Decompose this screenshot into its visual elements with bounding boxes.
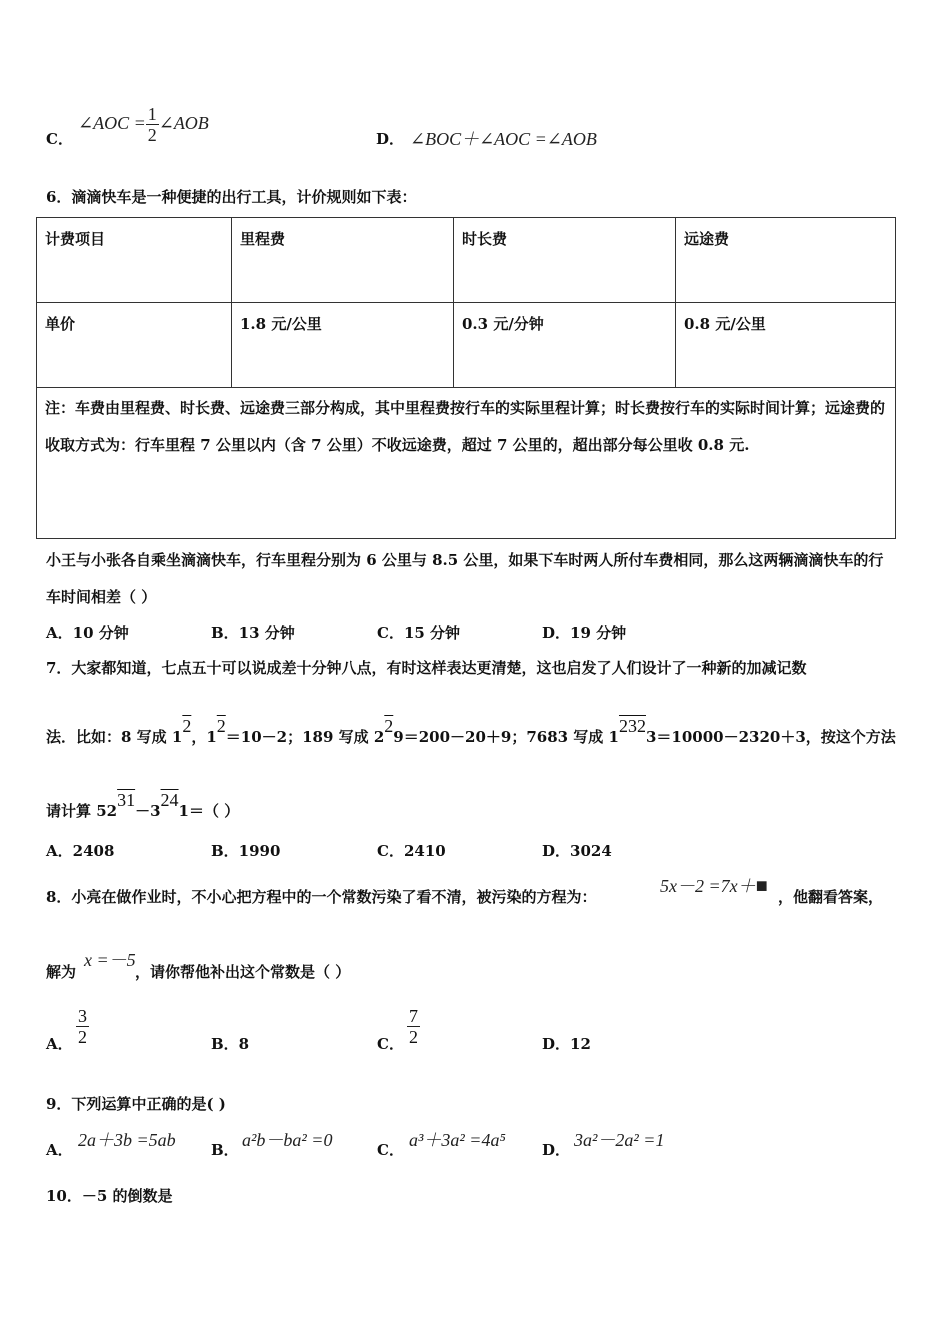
q6-stem: 6．滴滴快车是一种便捷的出行工具，计价规则如下表：: [46, 188, 417, 206]
q8-solution: x =－5: [84, 950, 136, 970]
q8-option-d: D．12: [542, 1035, 591, 1053]
q7-l3-text: －3: [135, 802, 161, 820]
q9-option-a-label: A．: [46, 1141, 73, 1159]
q7-overline-digit: 232: [618, 716, 646, 736]
q8-option-b: B．8: [211, 1035, 250, 1053]
q10-stem: 10．－5 的倒数是: [46, 1187, 173, 1205]
q7-line-3: [46, 780, 239, 831]
fee-table-header-cell: 计费项目: [37, 218, 232, 303]
q7-l3-text: 1＝（ ）: [178, 802, 240, 820]
q6-option-c: C．15 分钟: [377, 624, 461, 642]
q8-option-a-label: A．: [46, 1035, 73, 1053]
q8-option-a-fraction: [76, 1006, 89, 1047]
q8-c-denominator: 2: [409, 1027, 418, 1047]
q6-question: 小王与小张各自乘坐滴滴快车，行车里程分别为 6 公里与 8.5 公里，如果下车时两人所付车费相同，那么这两辆滴滴快车的行车时间相差（ ）: [46, 551, 884, 606]
fee-table-cell: 单价: [37, 303, 232, 388]
q8-line-1: 8．小亮在做作业时，不小心把方程中的一个常数污染了看不清，被污染的方程为：: [46, 888, 597, 906]
q8-a-denominator: 2: [78, 1027, 87, 1047]
q5-option-c-label: C．: [46, 130, 73, 148]
q9-stem: 9．下列运算中正确的是( ): [46, 1095, 226, 1113]
q8-option-c-label: C．: [377, 1035, 404, 1053]
q6-option-a: A．10 分钟: [46, 624, 129, 642]
fee-table-note-row: [37, 388, 896, 539]
q7-l2-text: ＝10－2；189 写成 2: [225, 728, 385, 746]
q6-option-d: D．19 分钟: [542, 624, 627, 642]
q9-option-c-label: C．: [377, 1141, 404, 1159]
q9-option-b-expression: a²b－ba² =0: [242, 1130, 333, 1150]
q8-line-2-end: ，请你帮他补出这个常数是（ ）: [135, 963, 351, 981]
q7-overline-digit: 2: [182, 716, 192, 736]
q5-c-right: ∠AOB: [158, 113, 209, 133]
q7-l2-text: 法．比如：8 写成 1: [46, 728, 183, 746]
q7-overline-digit: 24: [160, 790, 179, 810]
q8-c-numerator: 7: [409, 1006, 418, 1026]
ink-blot-icon: ■: [755, 875, 768, 897]
q7-line-2: [46, 706, 896, 757]
q7-overline-digit: 2: [384, 716, 394, 736]
q8-line-2-start: 解为: [46, 963, 77, 981]
q8-option-c-fraction: [407, 1006, 420, 1047]
q5-c-left: ∠AOC =: [78, 113, 146, 133]
q7-line-1: 7．大家都知道，七点五十可以说成差十分钟八点，有时这样表达更清楚，这也启发了人们设计了一种新的加减记数: [46, 659, 807, 677]
fee-table-header-cell: 远途费: [676, 218, 896, 303]
fee-table-row: [37, 303, 896, 388]
fee-table-header-cell: 时长费: [454, 218, 676, 303]
q9-option-d-expression: 3a²－2a² =1: [574, 1130, 665, 1150]
q9-option-d-label: D．: [542, 1141, 571, 1159]
q8-equation-text: 5x－2 =7x＋: [660, 876, 756, 896]
fee-table-note: 注：车费由里程费、时长费、远途费三部分构成，其中里程费按行车的实际里程计算；时长费按行车的实际时间计算；远途费的收取方式为：行车里程 7 公里以内（含 7 公里）不收远途费，超过 7 公里的，超出部分每公里收 0.8 元.: [37, 388, 896, 539]
q9-option-a-expression: 2a＋3b =5ab: [78, 1130, 176, 1150]
q5-option-d-label: D．: [376, 130, 405, 148]
fee-table-cell: 1.8 元/公里: [232, 303, 454, 388]
fee-table-header-row: [37, 218, 896, 303]
q6-option-b: B．13 分钟: [211, 624, 295, 642]
q5-option-d-expression: ∠BOC＋∠AOC =∠AOB: [410, 129, 597, 149]
q7-l2-text: ，1: [191, 728, 217, 746]
q7-l2-text: 9＝200－20＋9；7683 写成 1: [393, 728, 619, 746]
fee-table-cell: 0.3 元/分钟: [454, 303, 676, 388]
q7-option-d: D．3024: [542, 842, 612, 860]
q7-option-a: A．2408: [46, 842, 115, 860]
q7-option-b: B．1990: [211, 842, 281, 860]
q9-option-b-label: B．: [211, 1141, 239, 1159]
q5-c-denominator: 2: [147, 125, 157, 146]
fee-table-cell: 0.8 元/公里: [676, 303, 896, 388]
q8-line-1-end: ，他翻看答案，: [778, 888, 884, 906]
q5-c-fraction: [146, 104, 159, 145]
q7-option-c: C．2410: [377, 842, 446, 860]
q5-c-numerator: 1: [147, 104, 157, 125]
fee-table-header-cell: 里程费: [232, 218, 454, 303]
q9-option-c-expression: a³＋3a² =4a⁵: [409, 1130, 506, 1150]
q8-equation: [660, 872, 768, 898]
q7-l2-text: 3＝10000－2320＋3，按这个方法: [645, 728, 896, 746]
q7-overline-digit: 2: [216, 716, 226, 736]
q8-a-numerator: 3: [78, 1006, 87, 1026]
q7-l3-text: 请计算 52: [46, 802, 118, 820]
fee-table: [36, 217, 896, 539]
q7-overline-digit: 31: [117, 790, 136, 810]
q5-option-c-expression: [78, 100, 209, 146]
